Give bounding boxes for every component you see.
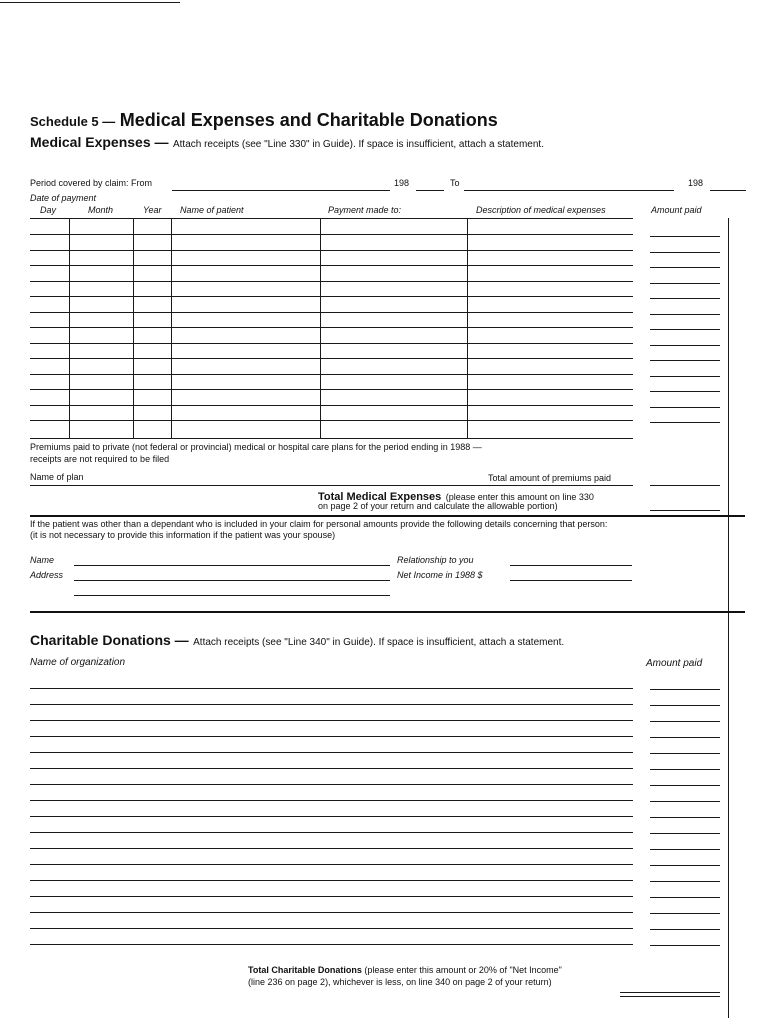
charity-entry-row[interactable] [30, 848, 633, 849]
amount-column-rule [728, 218, 729, 1018]
charity-amount-field[interactable] [650, 945, 720, 946]
total-medical-amount-field[interactable] [650, 510, 720, 511]
col-payee: Payment made to: [328, 205, 402, 215]
charity-entry-row[interactable] [30, 736, 633, 737]
medical-section-divider [30, 515, 745, 517]
medical-amount-field[interactable] [650, 298, 720, 299]
medical-entry-row[interactable] [30, 265, 633, 266]
charity-amount-field[interactable] [650, 705, 720, 706]
medical-amount-field[interactable] [650, 422, 720, 423]
patient-note-1: If the patient was other than a dependant who is included in your claim for personal amounts provide the following details concerning that person: [30, 519, 608, 529]
charity-entry-row[interactable] [30, 928, 633, 929]
date-of-payment-label: Date of payment [30, 193, 97, 203]
medical-entry-row[interactable] [30, 420, 633, 421]
medical-entry-row[interactable] [30, 250, 633, 251]
charity-amount-field[interactable] [650, 721, 720, 722]
relationship-label: Relationship to you [397, 555, 474, 565]
period-from-year-field[interactable] [416, 190, 444, 191]
charity-amount-field[interactable] [650, 849, 720, 850]
total-medical-note-2: on page 2 of your return and calculate the allowable portion) [318, 501, 558, 511]
charity-entry-row[interactable] [30, 880, 633, 881]
charity-amount-field[interactable] [650, 929, 720, 930]
charity-entry-row[interactable] [30, 752, 633, 753]
total-charitable-note-1: (please enter this amount or 20% of "Net Income" [364, 965, 562, 975]
patient-address-field[interactable] [74, 580, 390, 581]
medical-amount-field[interactable] [650, 360, 720, 361]
charity-entry-row[interactable] [30, 912, 633, 913]
table-header-rule [30, 218, 633, 219]
charity-amount-field[interactable] [650, 881, 720, 882]
premiums-amount-field[interactable] [650, 485, 720, 486]
charity-amount-field[interactable] [650, 913, 720, 914]
medical-entry-row[interactable] [30, 389, 633, 390]
charity-amount-field[interactable] [650, 753, 720, 754]
charitable-heading-row [30, 632, 564, 650]
page-title [30, 110, 498, 131]
schedule-number: Schedule 5 — [30, 114, 116, 129]
to-label: To [450, 178, 460, 188]
medical-entry-row[interactable] [30, 343, 633, 344]
charity-amount-field[interactable] [650, 801, 720, 802]
premiums-note-2: receipts are not required to be filed [30, 454, 170, 464]
scan-edge-line [0, 2, 180, 3]
charity-entry-row[interactable] [30, 944, 633, 945]
charity-entry-row[interactable] [30, 896, 633, 897]
year-prefix-to: 198 [688, 178, 704, 188]
charity-entry-row[interactable] [30, 720, 633, 721]
charity-amount-field[interactable] [650, 897, 720, 898]
patient-name-field[interactable] [74, 565, 390, 566]
col-description: Description of medical expenses [476, 205, 606, 215]
total-charitable-double-rule [620, 996, 720, 997]
name-of-plan-label: Name of plan [30, 472, 84, 482]
premiums-note-1: Premiums paid to private (not federal or provincial) medical or hospital care plans for the period ending in 1988 — [30, 442, 482, 452]
patient-address-field-2[interactable] [74, 595, 390, 596]
col-year: Year [143, 205, 162, 215]
col-day: Day [40, 205, 57, 215]
total-charitable-label: Total Charitable Donations [248, 965, 362, 975]
patient-note-2: (it is not necessary to provide this information if the patient was your spouse) [30, 530, 336, 540]
total-medical-label: Total Medical Expenses [318, 491, 442, 503]
medical-amount-field[interactable] [650, 345, 720, 346]
period-from-field[interactable] [172, 190, 390, 191]
medical-entry-row[interactable] [30, 405, 633, 406]
net-income-label: Net Income in 1988 $ [397, 570, 483, 580]
patient-name-label: Name [30, 555, 55, 565]
relationship-field[interactable] [510, 565, 632, 566]
total-charitable-amount-field[interactable] [620, 992, 720, 993]
org-name-label: Name of organization [30, 657, 126, 668]
total-medical-note-1: (please enter this amount on line 330 [445, 492, 594, 502]
period-to-year-field[interactable] [710, 190, 746, 191]
medical-entry-row[interactable] [30, 327, 633, 328]
charity-amount-field[interactable] [650, 769, 720, 770]
medical-amount-field[interactable] [650, 329, 720, 330]
medical-amount-field[interactable] [650, 252, 720, 253]
charity-amount-field[interactable] [650, 785, 720, 786]
year-prefix-from: 198 [394, 178, 410, 188]
charity-entry-row[interactable] [30, 864, 633, 865]
medical-amount-field[interactable] [650, 391, 720, 392]
patient-address-label: Address [30, 570, 64, 580]
charity-entry-row[interactable] [30, 704, 633, 705]
medical-amount-field[interactable] [650, 283, 720, 284]
period-from-label: Period covered by claim: From [30, 178, 153, 188]
charity-entry-row[interactable] [30, 800, 633, 801]
medical-heading: Medical Expenses — [30, 134, 169, 150]
section-divider [30, 611, 745, 613]
charity-amount-field[interactable] [650, 689, 720, 690]
total-charitable-note-2: (line 236 on page 2), whichever is less, on line 340 on page 2 of your return) [248, 977, 552, 987]
charity-amount-field[interactable] [650, 865, 720, 866]
charity-amount-label: Amount paid [646, 658, 703, 669]
plan-name-field[interactable] [30, 485, 633, 486]
charity-amount-field[interactable] [650, 737, 720, 738]
net-income-field[interactable] [510, 580, 632, 581]
medical-amount-field[interactable] [650, 314, 720, 315]
medical-amount-field[interactable] [650, 407, 720, 408]
charitable-instruction: Attach receipts (see "Line 340" in Guide). If space is insufficient, attach a statement. [193, 637, 565, 648]
total-premiums-label: Total amount of premiums paid [488, 473, 612, 483]
col-patient: Name of patient [180, 205, 244, 215]
medical-entry-row[interactable] [30, 296, 633, 297]
medical-entry-row[interactable] [30, 358, 633, 359]
col-month: Month [88, 205, 114, 215]
medical-amount-field[interactable] [650, 376, 720, 377]
total-charitable-row [248, 965, 562, 975]
charitable-heading: Charitable Donations — [30, 632, 189, 648]
medical-instruction: Attach receipts (see "Line 330" in Guide). If space is insufficient, attach a statement. [172, 139, 544, 150]
period-to-field[interactable] [464, 190, 674, 191]
medical-heading-row [30, 134, 544, 152]
medical-entry-row[interactable] [30, 312, 633, 313]
medical-entry-row[interactable] [30, 374, 633, 375]
charity-entry-row[interactable] [30, 816, 633, 817]
schedule-title: Medical Expenses and Charitable Donations [119, 110, 498, 130]
medical-amount-field[interactable] [650, 236, 720, 237]
charity-entry-row[interactable] [30, 784, 633, 785]
charity-entry-row[interactable] [30, 832, 633, 833]
table-bottom-rule [30, 438, 633, 439]
medical-entry-row[interactable] [30, 281, 633, 282]
charity-amount-field[interactable] [650, 833, 720, 834]
medical-entry-row[interactable] [30, 234, 633, 235]
charity-amount-field[interactable] [650, 817, 720, 818]
charity-entry-row[interactable] [30, 688, 633, 689]
col-amount: Amount paid [651, 205, 702, 215]
charity-entry-row[interactable] [30, 768, 633, 769]
medical-amount-field[interactable] [650, 267, 720, 268]
